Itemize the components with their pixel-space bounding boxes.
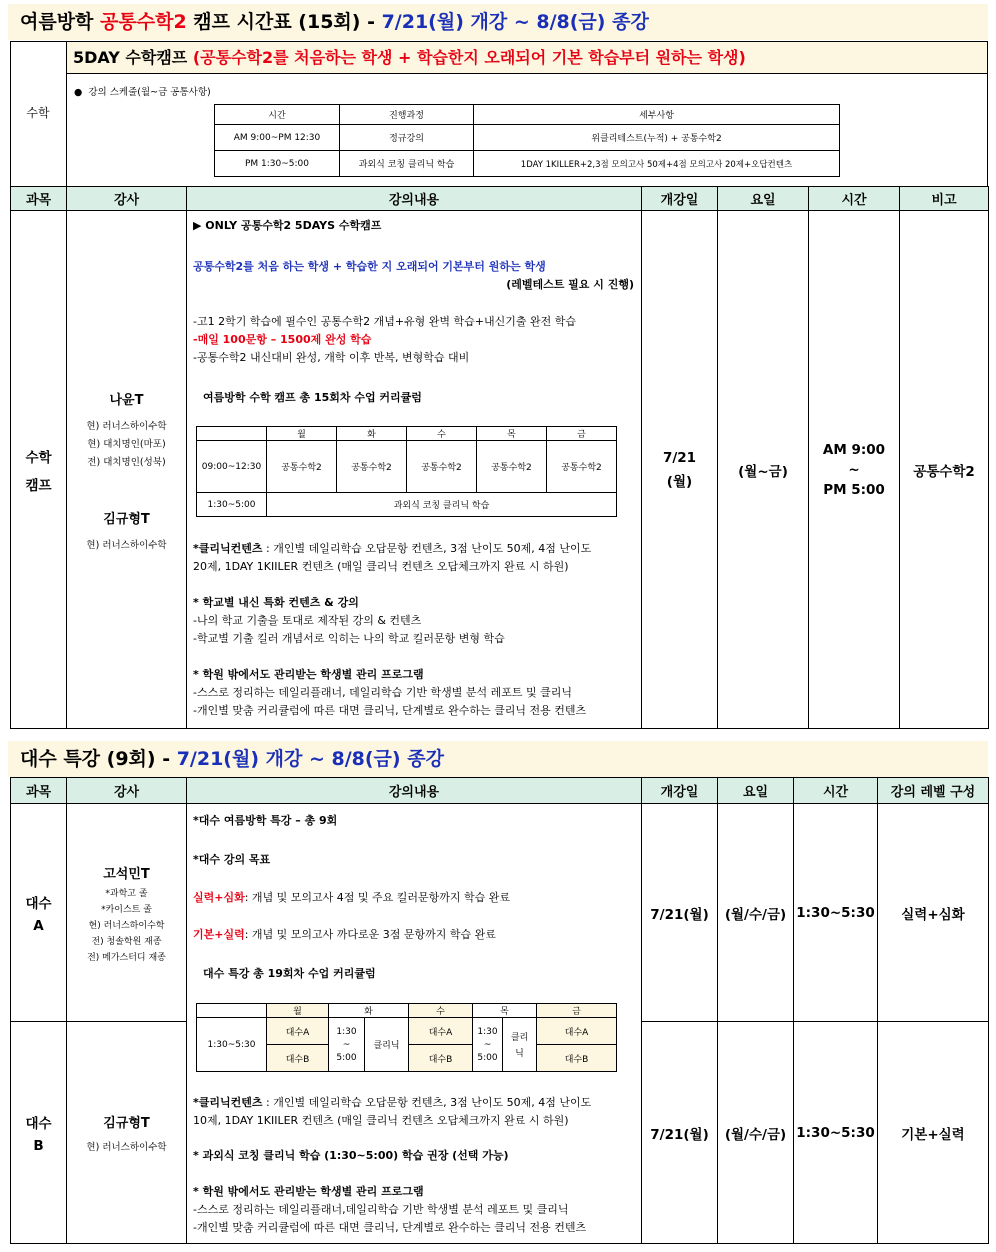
mini-cell: 공통수학2 <box>267 441 337 493</box>
curriculum-title: 여름방학 수학 캠프 총 15회차 수업 커리큘럼 <box>203 391 422 404</box>
rowA-start: 7/21(월) <box>642 804 718 1022</box>
subject-line: 캠프 <box>25 477 52 494</box>
header-start: 개강일 <box>642 187 718 211</box>
mini-time: 1:30~5:00 <box>197 493 267 517</box>
schedule-cell: 과외식 코칭 클리닉 학습 <box>340 151 474 177</box>
algebra-mgmt-line: -개인별 맞춤 커리큘럼에 따른 대면 클리닉, 단계별로 완수하는 클리닉 전용 컨텐츠 <box>193 1221 587 1234</box>
mini-cell: 공통수학2 <box>477 441 547 493</box>
schedule-table <box>214 104 840 177</box>
title-dates: 7/21(월) 개강 ~ 8/8(금) 종강 <box>381 11 649 33</box>
teacher-info: *과학고 졸 <box>105 888 148 899</box>
rowA-days: (월/수/금) <box>718 804 794 1022</box>
goal-text: : 개념 및 모의고사 까다로운 3점 문항까지 학습 완료 <box>244 928 496 941</box>
school-line: -학교별 기출 킬러 개념서로 익히는 나의 학교 킬러문항 변형 학습 <box>193 632 505 645</box>
mini-clinic: 클리닉 <box>365 1018 409 1072</box>
rowB-time: 1:30~5:30 <box>794 1022 878 1244</box>
mini-clinic: 과외식 코칭 클리닉 학습 <box>267 493 617 517</box>
title-mid: 캠프 시간표 (15회) - <box>186 11 382 33</box>
teacher-info: 현) 러너스하이수학 <box>88 920 165 931</box>
mini-day: 목 <box>477 427 547 441</box>
schedule-cell: 1DAY 1KILLER+2,3점 모의고사 50제+4점 모의고사 20제+오답컨텐츠 <box>474 151 840 177</box>
rowA-level: 실력+심화 <box>878 804 989 1022</box>
schedule-header: 진행과정 <box>340 105 474 125</box>
mini-time: 1:30~5:30 <box>197 1018 267 1072</box>
alt-time-line: 1:30 <box>477 1026 498 1037</box>
schedule-cell: 정규강의 <box>340 125 474 151</box>
teacher-info: 전) 대치명인(성북) <box>87 456 166 468</box>
start-date-line: (월) <box>666 473 693 490</box>
header-days: 요일 <box>718 187 809 211</box>
alt-time-line: 5:00 <box>336 1052 357 1063</box>
camp-start-date <box>642 211 718 729</box>
mini-time: 09:00~12:30 <box>197 441 267 493</box>
header-teacher: 강사 <box>67 187 187 211</box>
goal-level: 기본+실력 <box>193 928 245 941</box>
camp-days: (월~금) <box>718 211 809 729</box>
clinic-label: *클리닉컨텐츠 <box>193 1096 263 1109</box>
mini-cell: 공통수학2 <box>547 441 617 493</box>
mini-day: 목 <box>473 1004 537 1018</box>
target-line: 공통수학2를 처음 하는 학생 + 학습한 지 오래되어 기본부터 원하는 학생 <box>193 260 546 273</box>
rowA-time: 1:30~5:30 <box>794 804 878 1022</box>
mini-class-a: 대수A <box>267 1018 329 1045</box>
subject-line: B <box>33 1137 44 1154</box>
mini-class-b: 대수B <box>537 1045 617 1072</box>
teacher-info: 현) 러너스하이수학 <box>86 420 167 432</box>
camp-title <box>67 42 987 74</box>
algebra-clinic-line: 10제, 1DAY 1KIILER 컨텐츠 (매일 클리닉 컨텐츠 오답체크까지 완료 시 하원) <box>193 1114 569 1127</box>
header-days: 요일 <box>718 778 794 804</box>
teacher-info: 현) 러너스하이수학 <box>86 539 167 551</box>
mini-day: 금 <box>537 1004 617 1018</box>
mini-clinic <box>503 1018 537 1072</box>
algebra-mgmt-title: * 학원 밖에서도 관리받는 학생별 관리 프로그램 <box>193 1185 424 1198</box>
clinic-text: : 개인별 데일리학습 오답문항 컨텐츠, 3점 난이도 50제, 4점 난이도 <box>262 1096 592 1109</box>
algebra-goal1 <box>193 889 510 907</box>
algebra-curriculum-table <box>196 1003 617 1072</box>
clinic-label: *클리닉컨텐츠 <box>193 542 263 555</box>
section1-title <box>8 4 988 40</box>
clinic-line <box>193 540 591 558</box>
time-line: ~ <box>848 461 860 478</box>
header-note: 비고 <box>900 187 989 211</box>
clinic-line: 20제, 1DAY 1KIILER 컨텐츠 (매일 클리닉 컨텐츠 오답체크까지 완료 시 하원) <box>193 560 569 573</box>
goal-level: 실력+심화 <box>193 891 245 904</box>
mini-alt-time <box>473 1018 503 1072</box>
teacher-name: 나윤T <box>109 392 144 408</box>
mini-alt-time <box>329 1018 365 1072</box>
rowB-start: 7/21(월) <box>642 1022 718 1244</box>
alt-time-line: ~ <box>483 1039 492 1050</box>
mini-class-a: 대수A <box>537 1018 617 1045</box>
mini-day: 화 <box>337 427 407 441</box>
camp-title-black: 5DAY 수학캠프 <box>73 48 193 67</box>
rowB-days: (월/수/금) <box>718 1022 794 1244</box>
time-line: AM 9:00 <box>822 441 886 458</box>
schedule-cell: PM 1:30~5:00 <box>215 151 340 177</box>
alt-time-line: ~ <box>342 1039 351 1050</box>
mgmt-title: * 학원 밖에서도 관리받는 학생별 관리 프로그램 <box>193 668 424 681</box>
teacher-info: 현) 대치명인(마포) <box>87 438 166 450</box>
schedule-header: 세부사항 <box>474 105 840 125</box>
mini-class-b: 대수B <box>267 1045 329 1072</box>
info-subject-label: 수학 <box>26 106 50 120</box>
section2-title <box>8 741 988 777</box>
clinic-part: 닉 <box>515 1049 524 1059</box>
mini-day: 월 <box>267 427 337 441</box>
mini-class-b: 대수B <box>409 1045 473 1072</box>
rowB-subject <box>11 1022 67 1244</box>
header-content: 강의내용 <box>187 187 642 211</box>
header-time: 시간 <box>809 187 900 211</box>
mini-day: 월 <box>267 1004 329 1018</box>
mini-day: 금 <box>547 427 617 441</box>
camp-note: 공통수학2 <box>900 211 989 729</box>
title-red: 공통수학2 <box>100 11 187 33</box>
time-line: PM 5:00 <box>823 481 885 498</box>
teacher-info: 현) 러너스하이수학 <box>86 1142 167 1153</box>
schedule-note-text: 강의 스케줄(월~금 공통사항) <box>88 87 211 98</box>
mini-cell: 공통수학2 <box>407 441 477 493</box>
only-line: ▶ ONLY 공통수학2 5DAYS 수학캠프 <box>193 219 382 232</box>
teacher-name: 고석민T <box>103 866 150 882</box>
schedule-cell: AM 9:00~PM 12:30 <box>215 125 340 151</box>
algebra-goal: *대수 강의 목표 <box>193 853 271 866</box>
header-start: 개강일 <box>642 778 718 804</box>
mini-corner <box>197 1004 267 1018</box>
header-level: 강의 레벨 구성 <box>878 778 989 804</box>
teacher-info: 전) 청솔학원 재종 <box>91 936 162 947</box>
header-content: 강의내용 <box>187 778 642 804</box>
algebra-coaching: * 과외식 코칭 클리닉 학습 (1:30~5:00) 학습 권장 (선택 가능) <box>193 1149 509 1162</box>
clinic-text: : 개인별 데일리학습 오답문항 컨텐츠, 3점 난이도 50제, 4점 난이도 <box>262 542 592 555</box>
level-test-line: (레벨테스트 필요 시 진행) <box>506 278 634 291</box>
algebra-mgmt-line: -스스로 정리하는 데일리플래너,데일리학습 기반 학생별 분석 레포트 및 클리닉 <box>193 1203 569 1216</box>
mini-day: 수 <box>407 427 477 441</box>
algebra-curriculum-title: 대수 특강 총 19회차 수업 커리큘럼 <box>203 967 376 980</box>
subject-line: A <box>33 917 44 934</box>
camp-teachers <box>67 211 187 729</box>
content-line: -공통수학2 내신대비 완성, 개학 이후 반복, 변형학습 대비 <box>193 351 470 364</box>
schedule-cell: 위클리테스트(누적) + 공통수학2 <box>474 125 840 151</box>
header-time: 시간 <box>794 778 878 804</box>
start-date-line: 7/21 <box>662 449 697 466</box>
header-teacher: 강사 <box>67 778 187 804</box>
schedule-note <box>74 84 211 98</box>
teacher-info: 전) 메가스터디 재종 <box>87 952 166 963</box>
algebra-total: *대수 여름방학 특강 – 총 9회 <box>193 814 338 827</box>
camp-curriculum-table <box>196 426 617 517</box>
mini-day: 수 <box>409 1004 473 1018</box>
mini-cell: 공통수학2 <box>337 441 407 493</box>
camp-time <box>809 211 900 729</box>
bullet-icon: ● <box>74 87 83 98</box>
title-dates: 7/21(월) 개강 ~ 8/8(금) 종강 <box>176 748 444 770</box>
algebra-clinic-line <box>193 1094 591 1112</box>
content-line: -고1 2학기 학습에 필수인 공통수학2 개념+유형 완벽 학습+내신기출 완전 학습 <box>193 315 577 328</box>
subject-line: 대수 <box>25 895 52 912</box>
school-line: -나의 학교 기출을 토대로 제작된 강의 & 컨텐츠 <box>193 614 422 627</box>
alt-time-line: 1:30 <box>336 1026 357 1037</box>
camp-subject <box>11 211 67 729</box>
mini-day: 화 <box>329 1004 409 1018</box>
goal-text: : 개념 및 모의고사 4점 및 주요 킬러문항까지 학습 완료 <box>244 891 511 904</box>
header-subject: 과목 <box>11 187 67 211</box>
rowB-teacher <box>67 1022 187 1244</box>
schedule-header: 시간 <box>215 105 340 125</box>
subject-line: 수학 <box>25 449 52 466</box>
mgmt-line: -개인별 맞춤 커리큘럼에 따른 대면 클리닉, 단계별로 완수하는 클리닉 전용 컨텐츠 <box>193 704 587 717</box>
mgmt-line: -스스로 정리하는 데일리플래너, 데일리학습 기반 학생별 분석 레포트 및 클리닉 <box>193 686 572 699</box>
mini-class-a: 대수A <box>409 1018 473 1045</box>
camp-title-red: (공통수학2를 처음하는 학생 + 학습한지 오래되어 기본 학습부터 원하는 학생) <box>192 48 746 67</box>
header-subject: 과목 <box>11 778 67 804</box>
alt-time-line: 5:00 <box>477 1052 498 1063</box>
teacher-name: 김규형T <box>103 1116 150 1131</box>
subject-line: 대수 <box>25 1115 52 1132</box>
teacher-name: 김규형T <box>103 511 150 527</box>
title-prefix: 여름방학 <box>20 11 101 33</box>
teacher-info: *카이스트 졸 <box>101 904 152 915</box>
rowB-level: 기본+실력 <box>878 1022 989 1244</box>
mini-corner <box>197 427 267 441</box>
school-title: * 학교별 내신 특화 컨텐츠 & 강의 <box>193 596 359 609</box>
algebra-goal2 <box>193 926 496 944</box>
rowA-teacher <box>67 804 187 1022</box>
rowA-subject <box>11 804 67 1022</box>
content-line-red: -매일 100문항 – 1500제 완성 학습 <box>193 333 372 346</box>
clinic-part: 클리 <box>510 1033 529 1043</box>
title-black: 대수 특강 (9회) - <box>20 748 177 770</box>
